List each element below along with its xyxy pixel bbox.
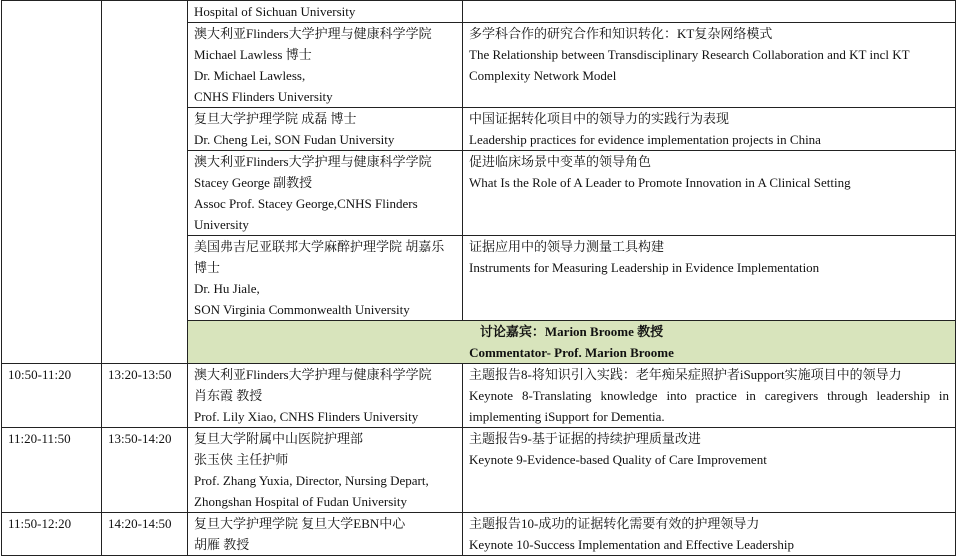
topic-cell [463, 1, 956, 23]
speaker-cell [188, 151, 463, 236]
time-cell-a [2, 513, 102, 556]
speaker-line: Dr. Michael Lawless, [194, 68, 306, 83]
topic-en: The Relationship between Transdisciplinary Research Collaboration and KT incl KT Complexity Network Model [469, 47, 910, 83]
topic-cell [463, 513, 956, 556]
speaker-line: 澳大利亚Flinders大学护理与健康科学学院 [194, 26, 432, 41]
speaker-line: 澳大利亚Flinders大学护理与健康科学学院 [194, 154, 432, 169]
speaker-line: Dr. Hu Jiale, [194, 281, 260, 296]
time-b: 13:50-14:20 [108, 431, 172, 446]
topic-en: Instruments for Measuring Leadership in Evidence Implementation [469, 260, 820, 275]
time-cell-b [102, 428, 188, 513]
time-cell-b [102, 364, 188, 428]
topic-cn: 主题报告9-基于证据的持续护理质量改进 [469, 431, 701, 446]
topic-en: Keynote 8-Translating knowledge into practice in caregivers through leadership in implementing iSupport for Dementia. [469, 388, 949, 424]
speaker-line: Zhongshan Hospital of Fudan University [194, 494, 408, 509]
speaker-line: CNHS Flinders University [194, 89, 333, 104]
speaker-cell [188, 108, 463, 151]
topic-cn: 主题报告10-成功的证据转化需要有效的护理领导力 [469, 516, 760, 531]
table-row [2, 513, 956, 556]
speaker-line: 复旦大学护理学院 复旦大学EBN中心 [194, 516, 406, 531]
table-row [2, 428, 956, 513]
topic-en: Keynote 9-Evidence-based Quality of Care Improvement [469, 452, 767, 467]
topic-cell [463, 364, 956, 428]
time-cell-a [2, 364, 102, 428]
table-row [2, 364, 956, 428]
time-b: 14:20-14:50 [108, 516, 172, 531]
topic-en: What Is the Role of A Leader to Promote Innovation in A Clinical Setting [469, 175, 851, 190]
topic-cell [463, 151, 956, 236]
speaker-line: Hospital of Sichuan University [194, 4, 356, 19]
speaker-cell [188, 513, 463, 556]
topic-cell [463, 23, 956, 108]
topic-en: Keynote 10-Success Implementation and Effective Leadership [469, 537, 795, 552]
speaker-cell [188, 236, 463, 321]
speaker-line: Stacey George 副教授 [194, 175, 313, 190]
topic-cell [463, 236, 956, 321]
commentator-band [188, 321, 956, 364]
time-cell-b [102, 513, 188, 556]
topic-cell [463, 108, 956, 151]
time-a: 10:50-11:20 [8, 367, 72, 382]
speaker-line: 复旦大学附属中山医院护理部 [194, 431, 364, 446]
speaker-line: Prof. Zhang Yuxia, Director, Nursing Depart, [194, 473, 429, 488]
topic-cn: 证据应用中的领导力测量工具构建 [469, 239, 665, 254]
time-cell-a [2, 428, 102, 513]
commentator-en: Commentator- Prof. Marion Broome [469, 345, 674, 360]
topic-cn: 多学科合作的研究合作和知识转化：KT复杂网络模式 [469, 26, 773, 41]
speaker-cell [188, 23, 463, 108]
speaker-line: Prof. Lily Xiao, CNHS Flinders University [194, 409, 419, 424]
time-b: 13:20-13:50 [108, 367, 172, 382]
speaker-line: 张玉侠 主任护师 [194, 452, 289, 467]
schedule-table [1, 0, 956, 556]
speaker-line: 澳大利亚Flinders大学护理与健康科学学院 [194, 367, 432, 382]
speaker-line: 美国弗吉尼亚联邦大学麻醉护理学院 胡嘉乐 博士 [194, 239, 445, 275]
speaker-line: Dr. Cheng Lei, SON Fudan University [194, 132, 395, 147]
commentator-cn: 讨论嘉宾：Marion Broome 教授 [479, 324, 664, 339]
topic-cn: 促进临床场景中变革的领导角色 [469, 154, 652, 169]
time-cell-empty [2, 1, 102, 364]
speaker-line: Assoc Prof. Stacey George,CNHS Flinders University [194, 196, 418, 232]
time-a: 11:20-11:50 [8, 431, 71, 446]
topic-cn: 中国证据转化项目中的领导力的实践行为表现 [469, 111, 730, 126]
topic-cn: 主题报告8-将知识引入实践：老年痴呆症照护者iSupport实施项目中的领导力 [469, 367, 902, 382]
table-row [2, 1, 956, 23]
speaker-line: 肖东霞 教授 [194, 388, 263, 403]
speaker-line: 胡雁 教授 [194, 537, 250, 552]
time-cell-empty [102, 1, 188, 364]
time-a: 11:50-12:20 [8, 516, 72, 531]
speaker-line: 复旦大学护理学院 成磊 博士 [194, 111, 357, 126]
speaker-cell [188, 428, 463, 513]
topic-cell [463, 428, 956, 513]
speaker-line: SON Virginia Commonwealth University [194, 302, 410, 317]
speaker-cell [188, 1, 463, 23]
speaker-line: Michael Lawless 博士 [194, 47, 312, 62]
speaker-cell [188, 364, 463, 428]
topic-en: Leadership practices for evidence implementation projects in China [469, 132, 821, 147]
